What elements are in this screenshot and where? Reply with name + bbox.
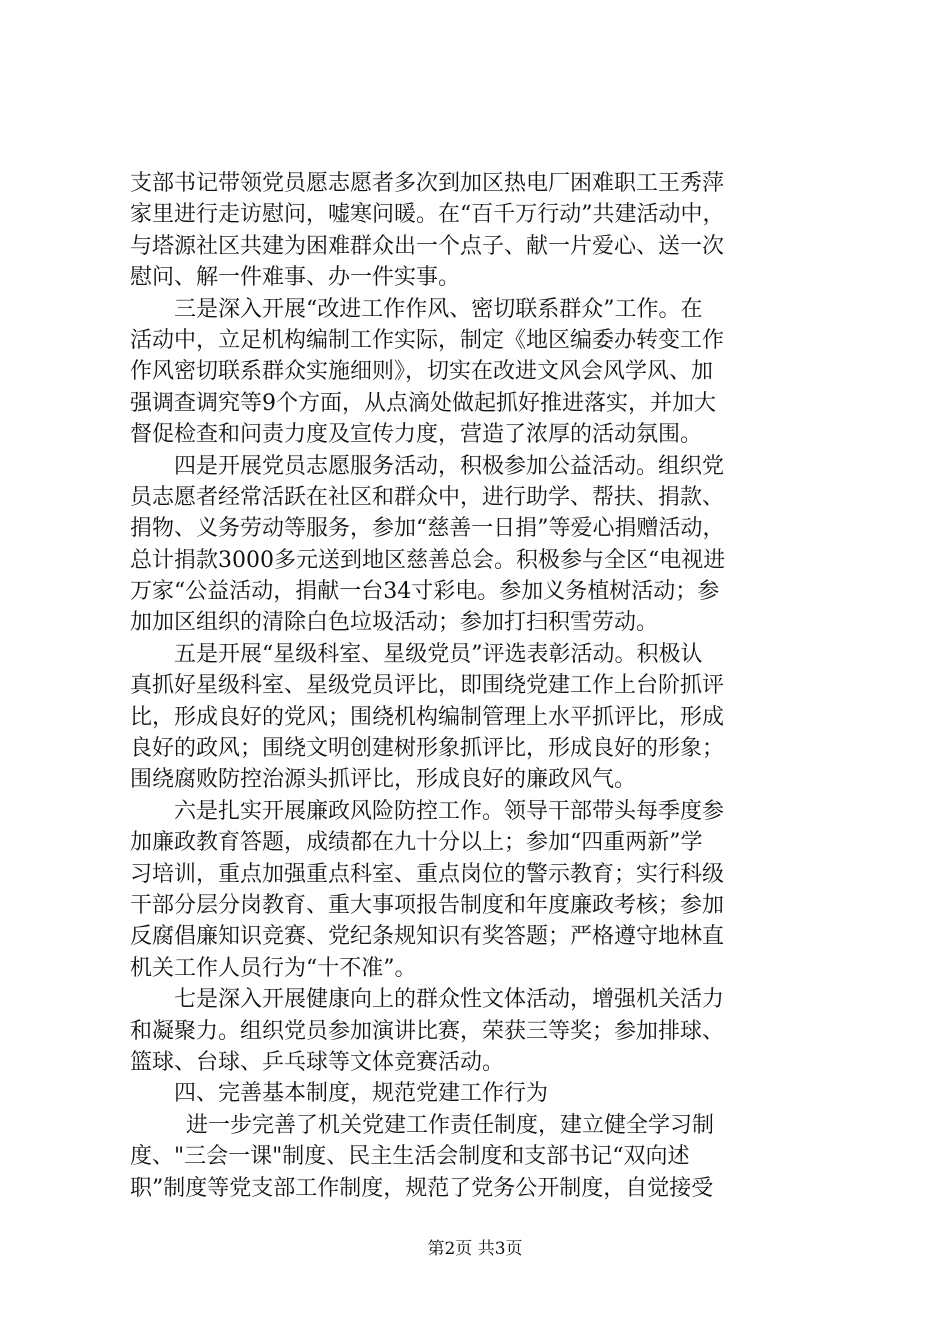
- text-line: 慰问、解一件难事、办一件实事。: [130, 265, 461, 291]
- text-line: 加加区组织的清除白色垃圾活动；参加打扫积雪劳动。: [130, 610, 659, 636]
- paragraph-start-line: 进一步完善了机关党建工作责任制度，建立健全学习制: [186, 1112, 715, 1138]
- text-line: 机关工作人员行为“十不准”。: [130, 955, 417, 981]
- text-line: 比，形成良好的党风；围绕机构编制管理上水平抓评比，形成: [130, 704, 725, 730]
- text-line: 捐物、义务劳动等服务，参加“慈善一日捐”等爱心捐赠活动，: [130, 516, 725, 542]
- text-line: 职”制度等党支部工作制度，规范了党务公开制度，自觉接受: [130, 1175, 714, 1201]
- text-line: 与塔源社区共建为困难群众出一个点子、献一片爱心、送一次: [130, 233, 725, 259]
- text-line: 员志愿者经常活跃在社区和群众中，进行助学、帮扶、捐款、: [130, 484, 725, 510]
- text-line: 良好的政风；围绕文明创建树形象抓评比，形成良好的形象；: [130, 736, 725, 762]
- text-line: 加廉政教育答题，成绩都在九十分以上；参加“四重两新”学: [130, 830, 703, 856]
- text-line: 总计捐款3000多元送到地区慈善总会。积极参与全区“电视进: [130, 547, 726, 573]
- page-number-label: 第2页 共3页: [427, 1239, 523, 1259]
- text-line: 度、"三会一课"制度、民主生活会制度和支部书记“双向述: [130, 1144, 690, 1170]
- text-line: 习培训，重点加强重点科室、重点岗位的警示教育；实行科级: [130, 861, 725, 887]
- paragraph-start-line: 七是深入开展健康向上的群众性文体活动，增强机关活力: [174, 987, 725, 1013]
- text-line: 活动中，立足机构编制工作实际，制定《地区编委办转变工作: [130, 327, 725, 353]
- text-line: 真抓好星级科室、星级党员评比，即围绕党建工作上台阶抓评: [130, 673, 725, 699]
- paragraph-start-line: 四是开展党员志愿服务活动，积极参加公益活动。组织党: [174, 453, 725, 479]
- paragraph-start-line: 六是扎实开展廉政风险防控工作。领导干部带头每季度参: [174, 798, 725, 824]
- text-line: 作风密切联系群众实施细则》，切实在改进文风会风学风、加: [130, 359, 714, 385]
- text-line: 督促检查和问责力度及宣传力度，营造了浓厚的活动氛围。: [130, 422, 703, 448]
- text-line: 和凝聚力。组织党员参加演讲比赛，荣获三等奖；参加排球、: [130, 1018, 725, 1044]
- text-line: 强调查调究等9个方面，从点滴处做起抓好推进落实，并加大: [130, 390, 716, 416]
- paragraph-start-line: 五是开展“星级科室、星级党员”评选表彰活动。积极认: [174, 641, 703, 667]
- text-line: 家里进行走访慰问，嘘寒问暖。在“百千万行动”共建活动中，: [130, 202, 725, 228]
- text-line: 围绕腐败防控治源头抓评比，形成良好的廉政风气。: [130, 767, 637, 793]
- text-line: 干部分层分岗教育、重大事项报告制度和年度廉政考核；参加: [130, 892, 725, 918]
- text-line: 支部书记带领党员愿志愿者多次到加区热电厂困难职工王秀萍: [130, 171, 725, 196]
- page-footer: [0, 1237, 950, 1261]
- document-body: [130, 168, 830, 1204]
- text-line: 篮球、台球、乒乓球等文体竞赛活动。: [130, 1049, 505, 1075]
- section-heading: 四、完善基本制度，规范党建工作行为: [174, 1081, 549, 1107]
- paragraph-start-line: 三是深入开展“改进工作作风、密切联系群众”工作。在: [174, 296, 703, 322]
- text-line: 反腐倡廉知识竞赛、党纪条规知识有奖答题；严格遵守地林直: [130, 924, 725, 950]
- text-line: 万家“公益活动，捐献一台34寸彩电。参加义务植树活动；参: [130, 579, 720, 605]
